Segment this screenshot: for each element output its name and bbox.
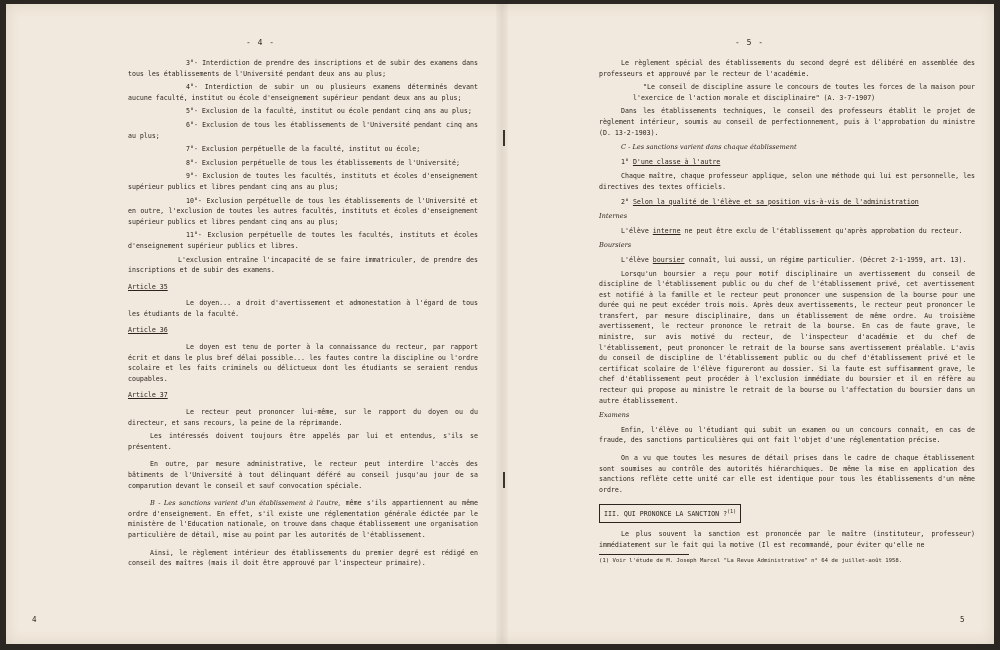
para-boursier bbox=[599, 255, 975, 266]
article-35-text: Le doyen... a droit d'avertissement et admonestation à l'égard de tous les étudiants de la faculté. bbox=[128, 299, 478, 318]
right-page bbox=[502, 4, 994, 644]
para-boursier-end: connaît, lui aussi, un régime particulier. (Décret 2-1-1959, art. 13). bbox=[684, 255, 967, 264]
sanction-item-4: 4°- Interdiction de subir un ou plusieurs examens déterminés devant aucune faculté, institut ou école d'enseignement supérieur pendant deux ans au plus; bbox=[128, 83, 478, 102]
page-number-bottom: 4 bbox=[32, 615, 37, 624]
para-section-b bbox=[128, 498, 478, 540]
sanction-item-7: 7°- Exclusion perpétuelle de la faculté, institut ou école; bbox=[186, 145, 421, 154]
section-3-heading bbox=[599, 504, 741, 523]
sanction-item-9: 9°- Exclusion de toutes les facultés, instituts et écoles d'enseignement supérieur publics et libres pendant cinq ans au plus; bbox=[128, 172, 478, 191]
article-36-heading: Article 36 bbox=[128, 326, 168, 335]
exclusion-note: L'exclusion entraîne l'incapacité de se faire immatriculer, de prendre des inscriptions et de subir des examens. bbox=[128, 255, 478, 275]
para-reglement: Le règlement spécial des établissements du second degré est délibéré en assemblée des professeurs et approuvé par le recteur de l'académie. bbox=[599, 59, 975, 78]
section-3-footnote-ref: (1) bbox=[727, 509, 737, 516]
word-interne: interne bbox=[652, 226, 681, 235]
para-interne-start: L'élève bbox=[621, 226, 653, 235]
para-on-a-vu: On a vu que toutes les mesures de détail prises dans le cadre de chaque établissement sont soumises au contrôle des autorités hiérarchiques. De même la mise en application des sanctions reflète cette unité car elle est identique pour tous les établissements d'un même ordre. bbox=[599, 454, 975, 494]
para-ainsi: Ainsi, le règlement intérieur des établissements du premier degré est rédigé en conseil des maîtres (mais il doit être approuvé par l'inspecteur primaire). bbox=[128, 548, 478, 568]
article-37-heading: Article 37 bbox=[128, 391, 168, 400]
para-interesses: Les intéressés doivent toujours être appelés par lui et entendus, s'ils se présentent. bbox=[128, 432, 478, 451]
para-boursier-start: L'élève bbox=[621, 255, 653, 264]
section-b-body: même s'ils appartiennent au même ordre d'enseignement. En effet, s'il existe une réglementation générale édictée par le ministère de l'Education nationale, on trouve dans chaque établissement une organisation particulière de détail, mise au point par les autorités de l'établissement. bbox=[128, 499, 478, 539]
internes-label: Internes bbox=[599, 212, 628, 221]
subsection-2 bbox=[599, 197, 975, 208]
subsection-1-number: 1° bbox=[621, 157, 629, 166]
para-plus-souvent: Le plus souvent la sanction est prononcée par le maître (instituteur, professeur) immédiatement sur le fait qui la motive (Il est recommandé, pour éviter qu'elle ne bbox=[599, 530, 975, 549]
para-enfin: Enfin, l'élève ou l'étudiant qui subit un examen ou un concours connaît, en cas de fraude, des sanctions particulières qui ont fait l'objet d'une réglementation précise. bbox=[599, 425, 975, 445]
subsection-2-title: Selon la qualité de l'élève et sa position vis-à-vis de l'administration bbox=[632, 197, 919, 206]
article-35-heading: Article 35 bbox=[128, 282, 168, 291]
article-37-text: Le recteur peut prononcer lui-même, sur le rapport du doyen ou du directeur, et sans recours, la peine de la réprimande. bbox=[128, 408, 478, 427]
para-lorsqu: Lorsqu'un boursier a reçu pour motif disciplinaire un avertissement du conseil de discipline de l'établissement public ou du chef de l'établissement privé, cet avertissement est notifié à la famille et le recteur peut prononcer une suspension de la bourse pour une durée qui ne peut excéder trois mois. Après deux avertissements, le recteur peut prononcer le transfert, par mesure disciplinaire, dans un établissement de même ordre. Au troisième avertissement, le recteur prononce le retrait de la bourse. En cas de faute grave, le ministre, sur avis motivé du recteur, de l'inspecteur d'académie et du chef de l'établissement, peut prononcer le retrait de la bourse sans avertissement préalable. L'avis du conseil de discipline de l'établissement public ou du chef d'établissement privé et le certificat scolaire de l'élève figureront au dossier. Si la faute est suffisamment grave, le chef d'établissement peut procéder à l'exclusion immédiate du boursier et il en réfère au recteur qui propose au ministre le retrait de la bourse ou l'affectation du boursier dans un autre établissement. bbox=[599, 269, 975, 405]
sanction-item-5: 5°- Exclusion de la faculté, institut ou école pendant cinq ans au plus; bbox=[186, 107, 472, 116]
subsection-2-number: 2° bbox=[621, 197, 629, 206]
para-interne-end: ne peut être exclu de l'établissement qu'après approbation du recteur. bbox=[680, 226, 963, 235]
page-number-top: - 5 - bbox=[735, 38, 765, 47]
para-chaque: Chaque maître, chaque professeur applique, selon une méthode qui lui est personnelle, les directives des textes officiels. bbox=[599, 172, 975, 191]
sanction-item-11: 11°- Exclusion perpétuelle de toutes les facultés, instituts et écoles d'enseignement supérieur publics et libres. bbox=[128, 231, 478, 250]
sanction-item-6: 6°- Exclusion de tous les établissements de l'Université pendant cinq ans au plus; bbox=[128, 120, 478, 140]
footnote-rule bbox=[599, 554, 689, 555]
article-36-text: Le doyen est tenu de porter à la connaissance du recteur, par rapport écrit et dans le plus bref délai possible... les fautes contre la discipline ou l'ordre scolaire et les faits criminels ou délictueux dont les étudiants se seraient rendus coupables. bbox=[128, 343, 478, 383]
page-number-bottom: 5 bbox=[960, 615, 965, 624]
sanction-item-8: 8°- Exclusion perpétuelle de tous les établissements de l'Université; bbox=[186, 158, 460, 167]
footnote: (1) Voir l'étude de M. Joseph Marcel "La Revue Administrative" n° 64 de juillet-août 1958. bbox=[599, 558, 903, 565]
section-3-title: III. QUI PRONONCE LA SANCTION ? bbox=[604, 510, 728, 519]
document-spread bbox=[6, 4, 994, 644]
left-text-column bbox=[128, 58, 478, 572]
subsection-1-title: D'une classe à l'autre bbox=[632, 157, 721, 166]
sanction-item-10: 10°- Exclusion perpétuelle de tous les établissements de l'Université et en outre, l'exclusion de toutes les autres facultés, instituts et écoles d'enseignement supérieur publics et libres pendant cinq ans au plus; bbox=[128, 196, 478, 226]
para-en-outre: En outre, par mesure administrative, le recteur peut interdire l'accès des bâtiments de l'Université à tout délinquant déféré au conseil jusqu'au jour de sa comparution devant le conseil et sauf convocation spéciale. bbox=[128, 460, 478, 490]
section-b-title: B - Les sanctions varient d'un établissement à l'autre, bbox=[150, 499, 341, 508]
subsection-1 bbox=[599, 157, 975, 168]
boursiers-label: Boursiers bbox=[599, 241, 632, 250]
word-boursier: boursier bbox=[652, 255, 685, 264]
page-number-top: - 4 - bbox=[246, 38, 276, 47]
quote-conseil: "Le conseil de discipline assure le concours de toutes les forces de la maison pour l'exercice de l'action morale et disciplinaire" (A. 3-7-1907) bbox=[633, 83, 975, 102]
para-techniques: Dans les établissements techniques, le conseil des professeurs établit le projet de règlement intérieur, soumis au conseil de perfectionnement, puis à l'approbation du ministre (D. 13-2-1903). bbox=[599, 107, 975, 137]
right-text-column bbox=[599, 58, 975, 565]
sanction-item-3: 3°- Interdiction de prendre des inscriptions et de subir des examens dans tous les établissements de l'Université pendant deux ans au plus; bbox=[128, 59, 478, 78]
left-page bbox=[6, 4, 498, 644]
para-interne bbox=[599, 226, 975, 237]
examens-label: Examens bbox=[599, 411, 630, 420]
section-c-heading: C - Les sanctions varient dans chaque établissement bbox=[621, 143, 797, 152]
